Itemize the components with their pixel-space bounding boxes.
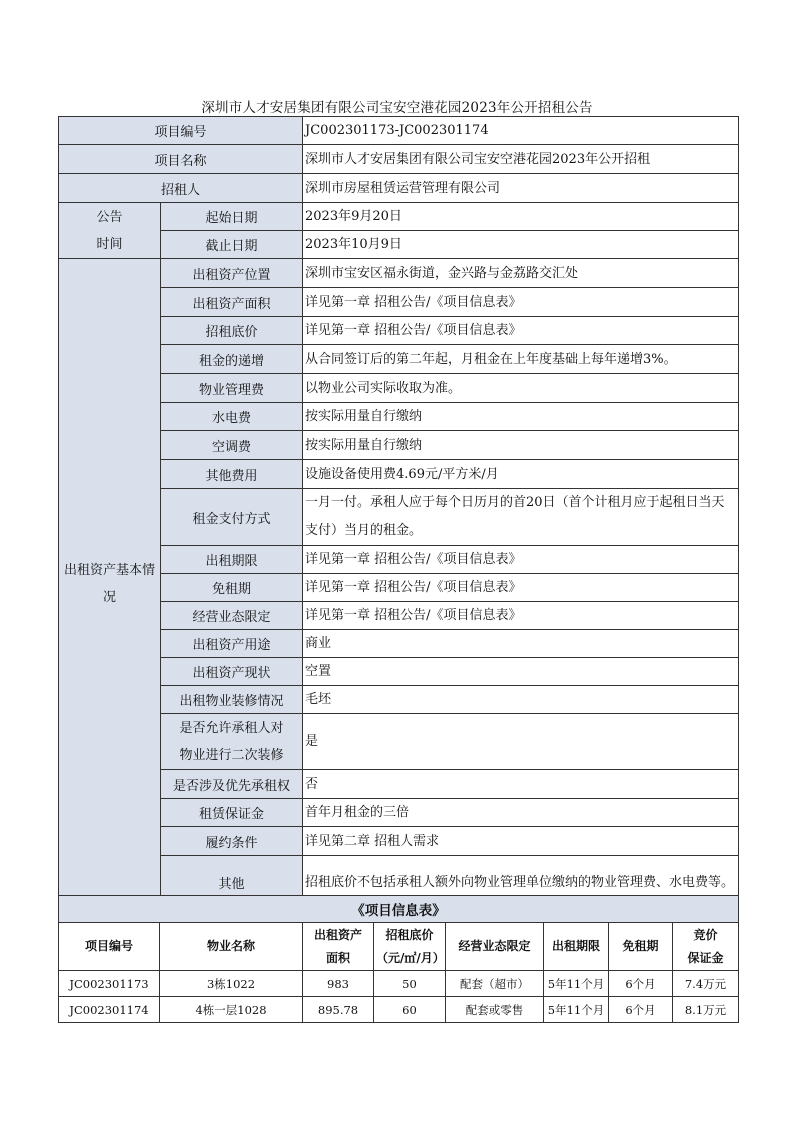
header-line: 物业名称 [206, 939, 255, 953]
cell-rent-free: 6个月 [609, 971, 673, 997]
asset-label: 出租资产位置 [161, 259, 303, 288]
asset-value: 否 [303, 770, 739, 799]
asset-value: 详见第一章 招租公告/《项目信息表》 [303, 288, 739, 317]
header-line: 竞价 [693, 927, 718, 942]
cell-base-price: 50 [374, 971, 446, 997]
project-info-table [58, 895, 739, 1023]
asset-row [59, 345, 739, 374]
header-line: 免租期 [622, 939, 659, 953]
asset-group-line2: 况 [102, 590, 116, 605]
asset-value: 详见第一章 招租公告/《项目信息表》 [303, 574, 739, 602]
value-project-name: 深圳市人才安居集团有限公司宝安空港花园2023年公开招租 [303, 145, 739, 174]
asset-label-line2: 物业进行二次装修 [179, 747, 284, 763]
header-line: （元/㎡/月） [376, 950, 445, 965]
header-line: 出租期限 [551, 939, 600, 953]
info-header-row [59, 923, 739, 971]
info-table-caption: 《项目信息表》 [59, 896, 739, 923]
col-header-business-type [446, 923, 544, 971]
value-end-date: 2023年10月9日 [303, 231, 739, 259]
table-row [59, 997, 739, 1023]
asset-group-line1: 出租资产基本情 [63, 563, 155, 578]
row-project-number [59, 117, 739, 145]
asset-value: 一月一付。承租人应于每个日历月的首20日（首个计租月应于起租日当天支付）当月的租金。 [303, 489, 739, 546]
asset-label: 租金的递增 [161, 345, 303, 374]
cell-property-name: 4栋一层1028 [160, 997, 303, 1023]
col-header-area [303, 923, 374, 971]
announcement-table [58, 116, 739, 910]
asset-label [161, 714, 303, 770]
row-project-name [59, 145, 739, 174]
asset-row [59, 827, 739, 856]
asset-label: 空调费 [161, 431, 303, 460]
asset-value: 按实际用量自行缴纳 [303, 403, 739, 431]
row-lessor [59, 174, 739, 203]
asset-value: 商业 [303, 630, 739, 658]
header-line: 经营业态限定 [458, 939, 531, 953]
asset-label: 招租底价 [161, 317, 303, 345]
asset-row [59, 403, 739, 431]
asset-row [59, 489, 739, 546]
cell-rent-free: 6个月 [609, 997, 673, 1023]
asset-label: 其他费用 [161, 460, 303, 489]
asset-label: 物业管理费 [161, 374, 303, 403]
asset-value: 毛坯 [303, 686, 739, 714]
asset-row [59, 686, 739, 714]
asset-row [59, 602, 739, 630]
document-title: 深圳市人才安居集团有限公司宝安空港花园2023年公开招租公告 [201, 100, 593, 116]
header-line: 出租资产 [313, 927, 362, 942]
header-line: 招租底价 [385, 927, 434, 942]
header-line: 项目编号 [84, 939, 133, 953]
cell-lease-term: 5年11个月 [544, 997, 609, 1023]
cell-bid-deposit: 7.4万元 [673, 971, 739, 997]
asset-value: 是 [303, 714, 739, 770]
col-header-rent-free [609, 923, 673, 971]
cell-business-type: 配套（超市） [446, 971, 544, 997]
asset-row [59, 259, 739, 288]
asset-row [59, 714, 739, 770]
asset-row [59, 317, 739, 345]
asset-label: 免租期 [161, 574, 303, 602]
asset-label: 履约条件 [161, 827, 303, 856]
info-caption-row [59, 896, 739, 923]
cell-property-name: 3栋1022 [160, 971, 303, 997]
asset-label: 出租资产用途 [161, 630, 303, 658]
label-start-date: 起始日期 [161, 203, 303, 231]
cell-base-price: 60 [374, 997, 446, 1023]
asset-label: 出租资产面积 [161, 288, 303, 317]
notice-time-line1: 公告 [96, 209, 123, 225]
asset-value: 详见第一章 招租公告/《项目信息表》 [303, 317, 739, 345]
asset-label: 出租期限 [161, 546, 303, 574]
asset-value: 首年月租金的三倍 [303, 799, 739, 827]
col-header-base-price [374, 923, 446, 971]
cell-area: 983 [303, 971, 374, 997]
asset-label: 租赁保证金 [161, 799, 303, 827]
asset-label: 出租资产现状 [161, 658, 303, 686]
label-project-name: 项目名称 [59, 145, 303, 174]
asset-value: 从合同签订后的第二年起，月租金在上年度基础上每年递增3%。 [303, 345, 739, 374]
asset-value: 详见第一章 招租公告/《项目信息表》 [303, 602, 739, 630]
asset-label: 出租物业装修情况 [161, 686, 303, 714]
asset-row [59, 574, 739, 602]
asset-row [59, 546, 739, 574]
asset-value: 招租底价不包括承租人额外向物业管理单位缴纳的物业管理费、水电费等。 [303, 856, 739, 910]
cell-project-number: JC002301173 [59, 971, 160, 997]
asset-row [59, 431, 739, 460]
asset-label: 租金支付方式 [161, 489, 303, 546]
asset-label-line1: 是否允许承租人对 [179, 720, 284, 736]
asset-row [59, 799, 739, 827]
asset-row [59, 770, 739, 799]
cell-bid-deposit: 8.1万元 [673, 997, 739, 1023]
col-header-lease-term [544, 923, 609, 971]
value-start-date: 2023年9月20日 [303, 203, 739, 231]
notice-time-group [59, 203, 161, 259]
row-start-date [59, 203, 739, 231]
col-header-project-number [59, 923, 160, 971]
value-project-number: JC002301173-JC002301174 [303, 117, 739, 145]
asset-row [59, 374, 739, 403]
label-project-number: 项目编号 [59, 117, 303, 145]
asset-value: 详见第二章 招租人需求 [303, 827, 739, 856]
cell-business-type: 配套或零售 [446, 997, 544, 1023]
table-row [59, 971, 739, 997]
cell-project-number: JC002301174 [59, 997, 160, 1023]
asset-value: 设施设备使用费4.69元/平方米/月 [303, 460, 739, 489]
header-line: 面积 [325, 950, 350, 965]
header-line: 保证金 [687, 950, 724, 965]
asset-value: 按实际用量自行缴纳 [303, 431, 739, 460]
asset-row [59, 460, 739, 489]
value-lessor: 深圳市房屋租赁运营管理有限公司 [303, 174, 739, 203]
col-header-property-name [160, 923, 303, 971]
asset-value: 深圳市宝安区福永街道，金兴路与金荔路交汇处 [303, 259, 739, 288]
asset-row [59, 288, 739, 317]
asset-label: 水电费 [161, 403, 303, 431]
cell-lease-term: 5年11个月 [544, 971, 609, 997]
label-lessor: 招租人 [59, 174, 303, 203]
asset-row [59, 658, 739, 686]
asset-group [59, 259, 161, 910]
asset-label: 其他 [161, 856, 303, 910]
asset-label: 是否涉及优先承租权 [161, 770, 303, 799]
asset-value: 以物业公司实际收取为准。 [303, 374, 739, 403]
asset-row [59, 630, 739, 658]
label-end-date: 截止日期 [161, 231, 303, 259]
asset-value: 详见第一章 招租公告/《项目信息表》 [303, 546, 739, 574]
notice-time-line2: 时间 [96, 236, 123, 252]
row-end-date [59, 231, 739, 259]
cell-area: 895.78 [303, 997, 374, 1023]
asset-value: 空置 [303, 658, 739, 686]
col-header-bid-deposit [673, 923, 739, 971]
asset-label: 经营业态限定 [161, 602, 303, 630]
